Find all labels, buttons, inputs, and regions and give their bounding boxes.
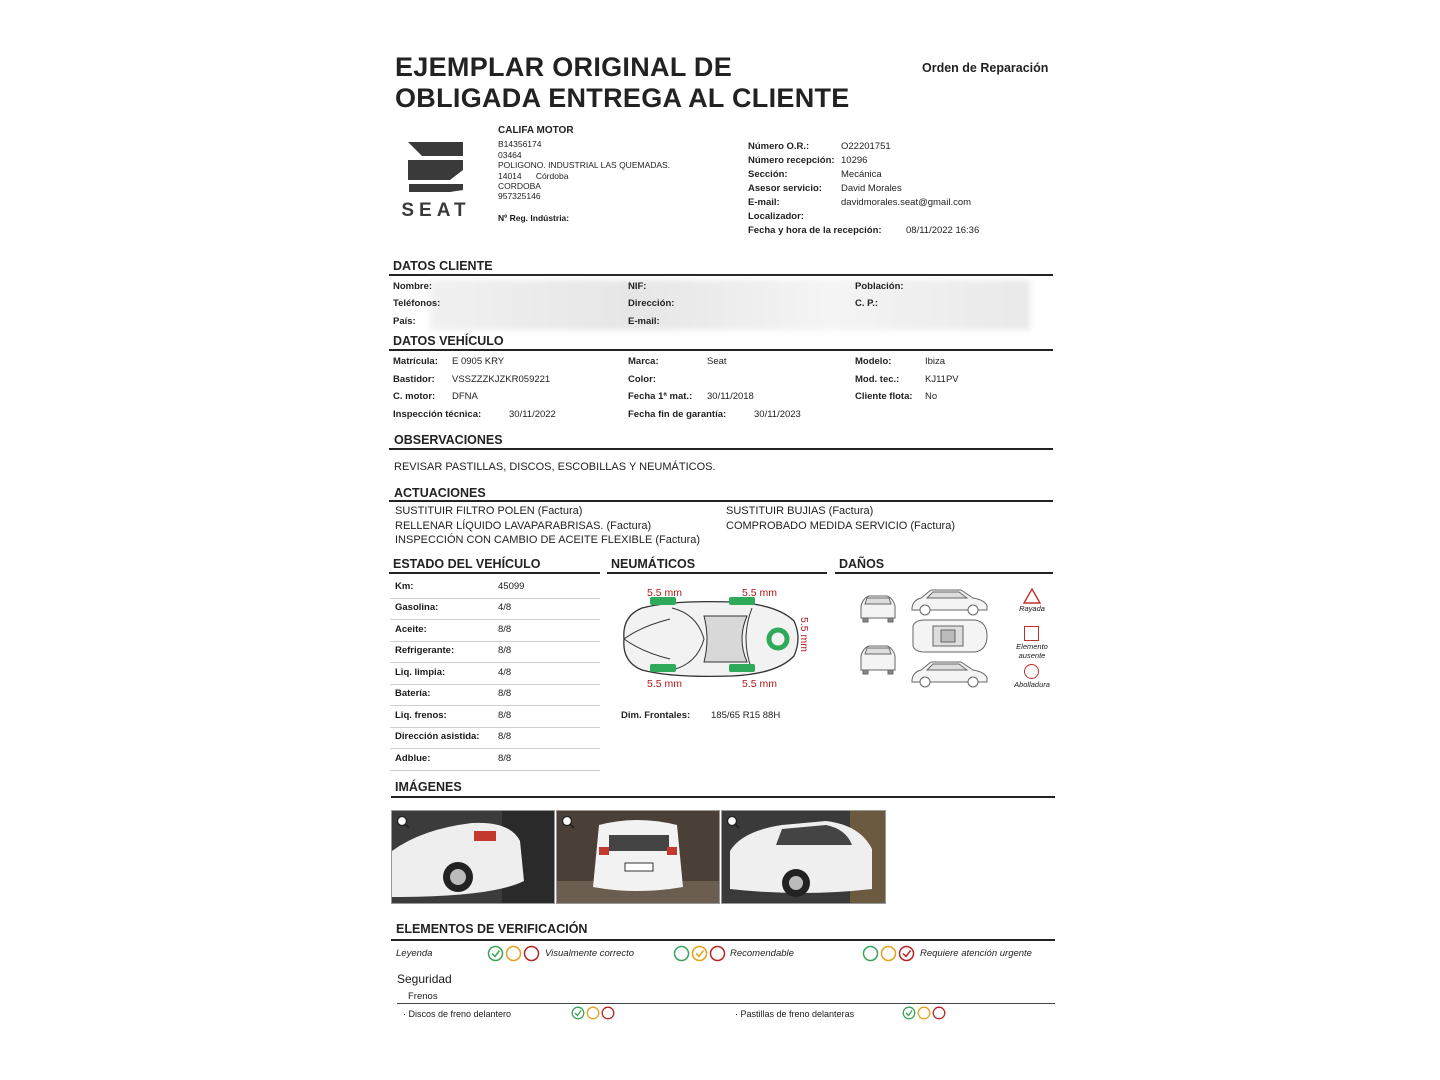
state-label: Refrigerante: bbox=[395, 645, 455, 656]
seat-logo bbox=[388, 140, 484, 222]
brand-label: Marca: bbox=[628, 356, 659, 367]
legend-dent: Abolladura bbox=[1014, 680, 1050, 689]
tyre-rear-right-depth: 5.5 mm bbox=[742, 678, 778, 690]
group-security: Seguridad bbox=[397, 972, 452, 986]
client-name-label: Nombre: bbox=[393, 281, 433, 292]
vehicle-photo-3[interactable] bbox=[721, 810, 886, 904]
action-item: SUSTITUIR BUJIAS (Factura) bbox=[726, 505, 874, 517]
action-item: COMPROBADO MEDIDA SERVICIO (Factura) bbox=[726, 519, 956, 532]
tyre-front-left-depth: 5.5 mm bbox=[647, 587, 683, 599]
damage-rule bbox=[835, 572, 1053, 574]
state-row bbox=[390, 684, 600, 706]
legend-ok-lights-icon bbox=[487, 945, 541, 962]
legend-rec-text: Recomendable bbox=[730, 948, 794, 959]
action-item: INSPECCIÓN CON CAMBIO DE ACEITE FLEXIBLE (Factura) bbox=[395, 534, 701, 546]
images-rule bbox=[391, 796, 1055, 798]
seat-logo-text: SEAT bbox=[401, 200, 471, 221]
spare-tyre-depth: 5.5 mm bbox=[798, 617, 810, 653]
client-phone-label: Teléfonos: bbox=[393, 298, 441, 309]
document-title bbox=[395, 52, 850, 114]
images-title: IMÁGENES bbox=[395, 780, 462, 794]
state-label: Dirección asistida: bbox=[395, 731, 480, 742]
legend-missing-1: Elemento bbox=[1016, 642, 1048, 651]
legend-missing-2: ausente bbox=[1018, 651, 1046, 660]
state-value: 8/8 bbox=[498, 688, 512, 699]
item-front-discs: · Discos de freno delantero bbox=[403, 1009, 512, 1019]
advisor-email: davidmorales.seat@gmail.com bbox=[841, 197, 972, 208]
tyres-rule bbox=[607, 572, 827, 574]
legend-rec-lights-icon bbox=[673, 945, 727, 962]
observations-title: OBSERVACIONES bbox=[394, 433, 503, 447]
advisor-email-row bbox=[748, 196, 979, 210]
verification-rule bbox=[391, 939, 1055, 941]
tyre-dim-label: Dim. Frontales: bbox=[621, 710, 691, 721]
front-discs-status-icon bbox=[571, 1006, 615, 1020]
state-value: 8/8 bbox=[498, 753, 512, 764]
order-number-row bbox=[748, 140, 979, 154]
state-value: 8/8 bbox=[498, 624, 512, 635]
item-front-discs-label: Discos de freno delantero bbox=[408, 1009, 512, 1019]
reception-date: 08/11/2022 16:36 bbox=[906, 225, 980, 236]
reception-number-row bbox=[748, 154, 979, 168]
state-label: Aceite: bbox=[395, 624, 427, 635]
advisor-label: Asesor servicio: bbox=[748, 183, 822, 194]
state-row bbox=[390, 577, 600, 599]
zoom-icon[interactable] bbox=[561, 815, 575, 829]
warranty-label: Fecha fin de garantía: bbox=[628, 409, 727, 420]
action-item: RELLENAR LÍQUIDO LAVAPARABRISAS. (Factura) bbox=[395, 519, 652, 532]
advisor-email-label: E-mail: bbox=[748, 197, 780, 208]
itv-label: Inspección técnica: bbox=[393, 409, 482, 420]
advisor-row bbox=[748, 182, 979, 196]
vin-label: Bastidor: bbox=[393, 374, 435, 385]
client-redacted-area bbox=[430, 280, 1030, 330]
client-city-label: Población: bbox=[855, 281, 904, 292]
dealer-cif: B14356174 bbox=[498, 139, 542, 150]
client-section-rule bbox=[389, 274, 1053, 276]
actions-right-list bbox=[726, 504, 955, 533]
dealer-name: CALIFA MOTOR bbox=[498, 125, 574, 136]
reception-number-label: Número recepción: bbox=[748, 155, 835, 166]
item-front-pads: · Pastillas de freno delanteras bbox=[735, 1009, 855, 1019]
tyre-diagram bbox=[612, 586, 812, 691]
plate-value: E 0905 KRY bbox=[452, 356, 505, 367]
dealer-city: Córdoba bbox=[535, 170, 569, 181]
front-pads-status-icon bbox=[902, 1006, 946, 1020]
actions-left-list bbox=[395, 504, 700, 548]
actions-title: ACTUACIONES bbox=[394, 486, 486, 500]
brakes-rule bbox=[397, 1003, 1055, 1004]
warranty-value: 30/11/2023 bbox=[754, 409, 801, 420]
title-line-2: OBLIGADA ENTREGA AL CLIENTE bbox=[395, 83, 850, 113]
locator-row bbox=[748, 210, 979, 224]
scratch-triangle-icon bbox=[1022, 587, 1042, 605]
legend-label: Leyenda bbox=[396, 948, 433, 959]
plate-label: Matrícula: bbox=[393, 356, 438, 367]
state-label: Adblue: bbox=[395, 753, 431, 764]
reg-industria-label: Nº Reg. Indústria: bbox=[498, 213, 570, 223]
engine-code-label: C. motor: bbox=[393, 391, 436, 402]
tyre-rear-left-depth: 5.5 mm bbox=[742, 587, 778, 599]
client-zip-label: C. P.: bbox=[855, 298, 879, 309]
vehicle-photo-2[interactable] bbox=[556, 810, 720, 904]
vehicle-photo-1[interactable] bbox=[391, 810, 555, 904]
brand-value: Seat bbox=[707, 356, 727, 367]
client-section-title: DATOS CLIENTE bbox=[393, 259, 493, 273]
first-reg-label: Fecha 1ª mat.: bbox=[628, 391, 693, 402]
tyre-dim-value: 185/65 R15 88H bbox=[711, 710, 781, 721]
title-line-1: EJEMPLAR ORIGINAL DE bbox=[395, 52, 733, 82]
client-email-label: E-mail: bbox=[628, 316, 660, 327]
model-value: Ibiza bbox=[925, 356, 946, 367]
dealer-code: 03464 bbox=[498, 149, 522, 160]
verification-title: ELEMENTOS DE VERIFICACIÓN bbox=[396, 922, 588, 936]
order-info bbox=[748, 140, 979, 238]
state-label: Gasolina: bbox=[395, 602, 439, 613]
model-label: Modelo: bbox=[855, 356, 892, 367]
missing-square-icon bbox=[1024, 626, 1039, 641]
reception-date-row bbox=[748, 224, 979, 238]
action-item: SUSTITUIR FILTRO POLEN (Factura) bbox=[395, 505, 583, 517]
locator-label: Localizador: bbox=[748, 211, 804, 222]
state-value: 8/8 bbox=[498, 645, 512, 656]
state-value: 4/8 bbox=[498, 667, 512, 678]
color-label: Color: bbox=[628, 374, 656, 385]
dealer-zip: 14014 bbox=[498, 170, 522, 181]
fleet-value: No bbox=[925, 391, 938, 402]
dent-circle-icon bbox=[1024, 664, 1039, 679]
tyre-front-right-depth: 5.5 mm bbox=[647, 678, 683, 690]
vehicle-state-title: ESTADO DEL VEHÍCULO bbox=[393, 557, 541, 571]
first-reg-value: 30/11/2018 bbox=[707, 391, 754, 402]
itv-value: 30/11/2022 bbox=[509, 409, 556, 420]
section-row bbox=[748, 168, 979, 182]
section-value: Mecánica bbox=[841, 169, 882, 180]
order-number: O22201751 bbox=[841, 141, 891, 152]
state-label: Batería: bbox=[395, 688, 431, 699]
state-label: Liq. frenos: bbox=[395, 710, 447, 721]
state-value: 45099 bbox=[498, 581, 525, 592]
vehicle-section-title: DATOS VEHÍCULO bbox=[393, 334, 504, 348]
section-label: Sección: bbox=[748, 169, 788, 180]
state-row bbox=[390, 749, 600, 771]
actions-rule bbox=[389, 500, 1053, 502]
reception-date-label: Fecha y hora de la recepción: bbox=[748, 225, 882, 236]
dealer-phone: 957325146 bbox=[498, 191, 541, 202]
tech-model-label: Mod. tec.: bbox=[855, 374, 900, 385]
state-value: 8/8 bbox=[498, 710, 512, 721]
client-nif-label: NIF: bbox=[628, 281, 647, 292]
fleet-label: Cliente flota: bbox=[855, 391, 913, 402]
dealer-zip-city bbox=[498, 171, 670, 181]
zoom-icon[interactable] bbox=[726, 815, 740, 829]
damage-car-views bbox=[855, 584, 995, 692]
tech-model-value: KJ11PV bbox=[925, 374, 959, 385]
document-type: Orden de Reparación bbox=[922, 61, 1049, 75]
legend-ok-text: Visualmente correcto bbox=[545, 948, 635, 959]
tyre-front-right-mark bbox=[650, 664, 676, 672]
state-row bbox=[390, 706, 600, 728]
client-address-label: Dirección: bbox=[628, 298, 675, 309]
legend-urgent-lights-icon bbox=[862, 945, 916, 962]
engine-code-value: DFNA bbox=[452, 391, 478, 402]
vin-value: VSSZZZKJZKR059221 bbox=[452, 374, 551, 385]
state-row bbox=[390, 727, 600, 749]
reception-number: 10296 bbox=[841, 155, 868, 166]
tyres-title: NEUMÁTICOS bbox=[611, 557, 696, 571]
damage-title: DAÑOS bbox=[839, 557, 885, 571]
legend-scratch: Rayada bbox=[1019, 604, 1045, 613]
tyre-rear-right-mark bbox=[729, 664, 755, 672]
vehicle-section-rule bbox=[389, 349, 1053, 351]
advisor-value: David Morales bbox=[841, 183, 902, 194]
state-value: 4/8 bbox=[498, 602, 512, 613]
zoom-icon[interactable] bbox=[396, 815, 410, 829]
state-label: Liq. limpia: bbox=[395, 667, 446, 678]
legend-urgent-text: Requiere atención urgente bbox=[920, 948, 1032, 959]
client-country-label: País: bbox=[393, 316, 416, 327]
dealer-province: CORDOBA bbox=[498, 181, 541, 192]
observations-text: REVISAR PASTILLAS, DISCOS, ESCOBILLAS Y NEUMÁTICOS. bbox=[394, 461, 716, 473]
item-front-pads-label: Pastillas de freno delanteras bbox=[740, 1009, 855, 1019]
observations-rule bbox=[389, 448, 1053, 450]
order-number-label: Número O.R.: bbox=[748, 141, 810, 152]
state-row bbox=[390, 598, 600, 620]
state-row bbox=[390, 641, 600, 663]
state-row bbox=[390, 620, 600, 642]
legend-missing bbox=[1006, 642, 1058, 660]
dealer-info bbox=[498, 126, 670, 202]
state-value: 8/8 bbox=[498, 731, 512, 742]
vehicle-state-rule bbox=[389, 572, 600, 574]
state-label: Km: bbox=[395, 581, 414, 592]
subgroup-brakes: Frenos bbox=[408, 991, 438, 1002]
state-row bbox=[390, 663, 600, 685]
dealer-address: POLIGONO. INDUSTRIAL LAS QUEMADAS. bbox=[498, 160, 671, 171]
